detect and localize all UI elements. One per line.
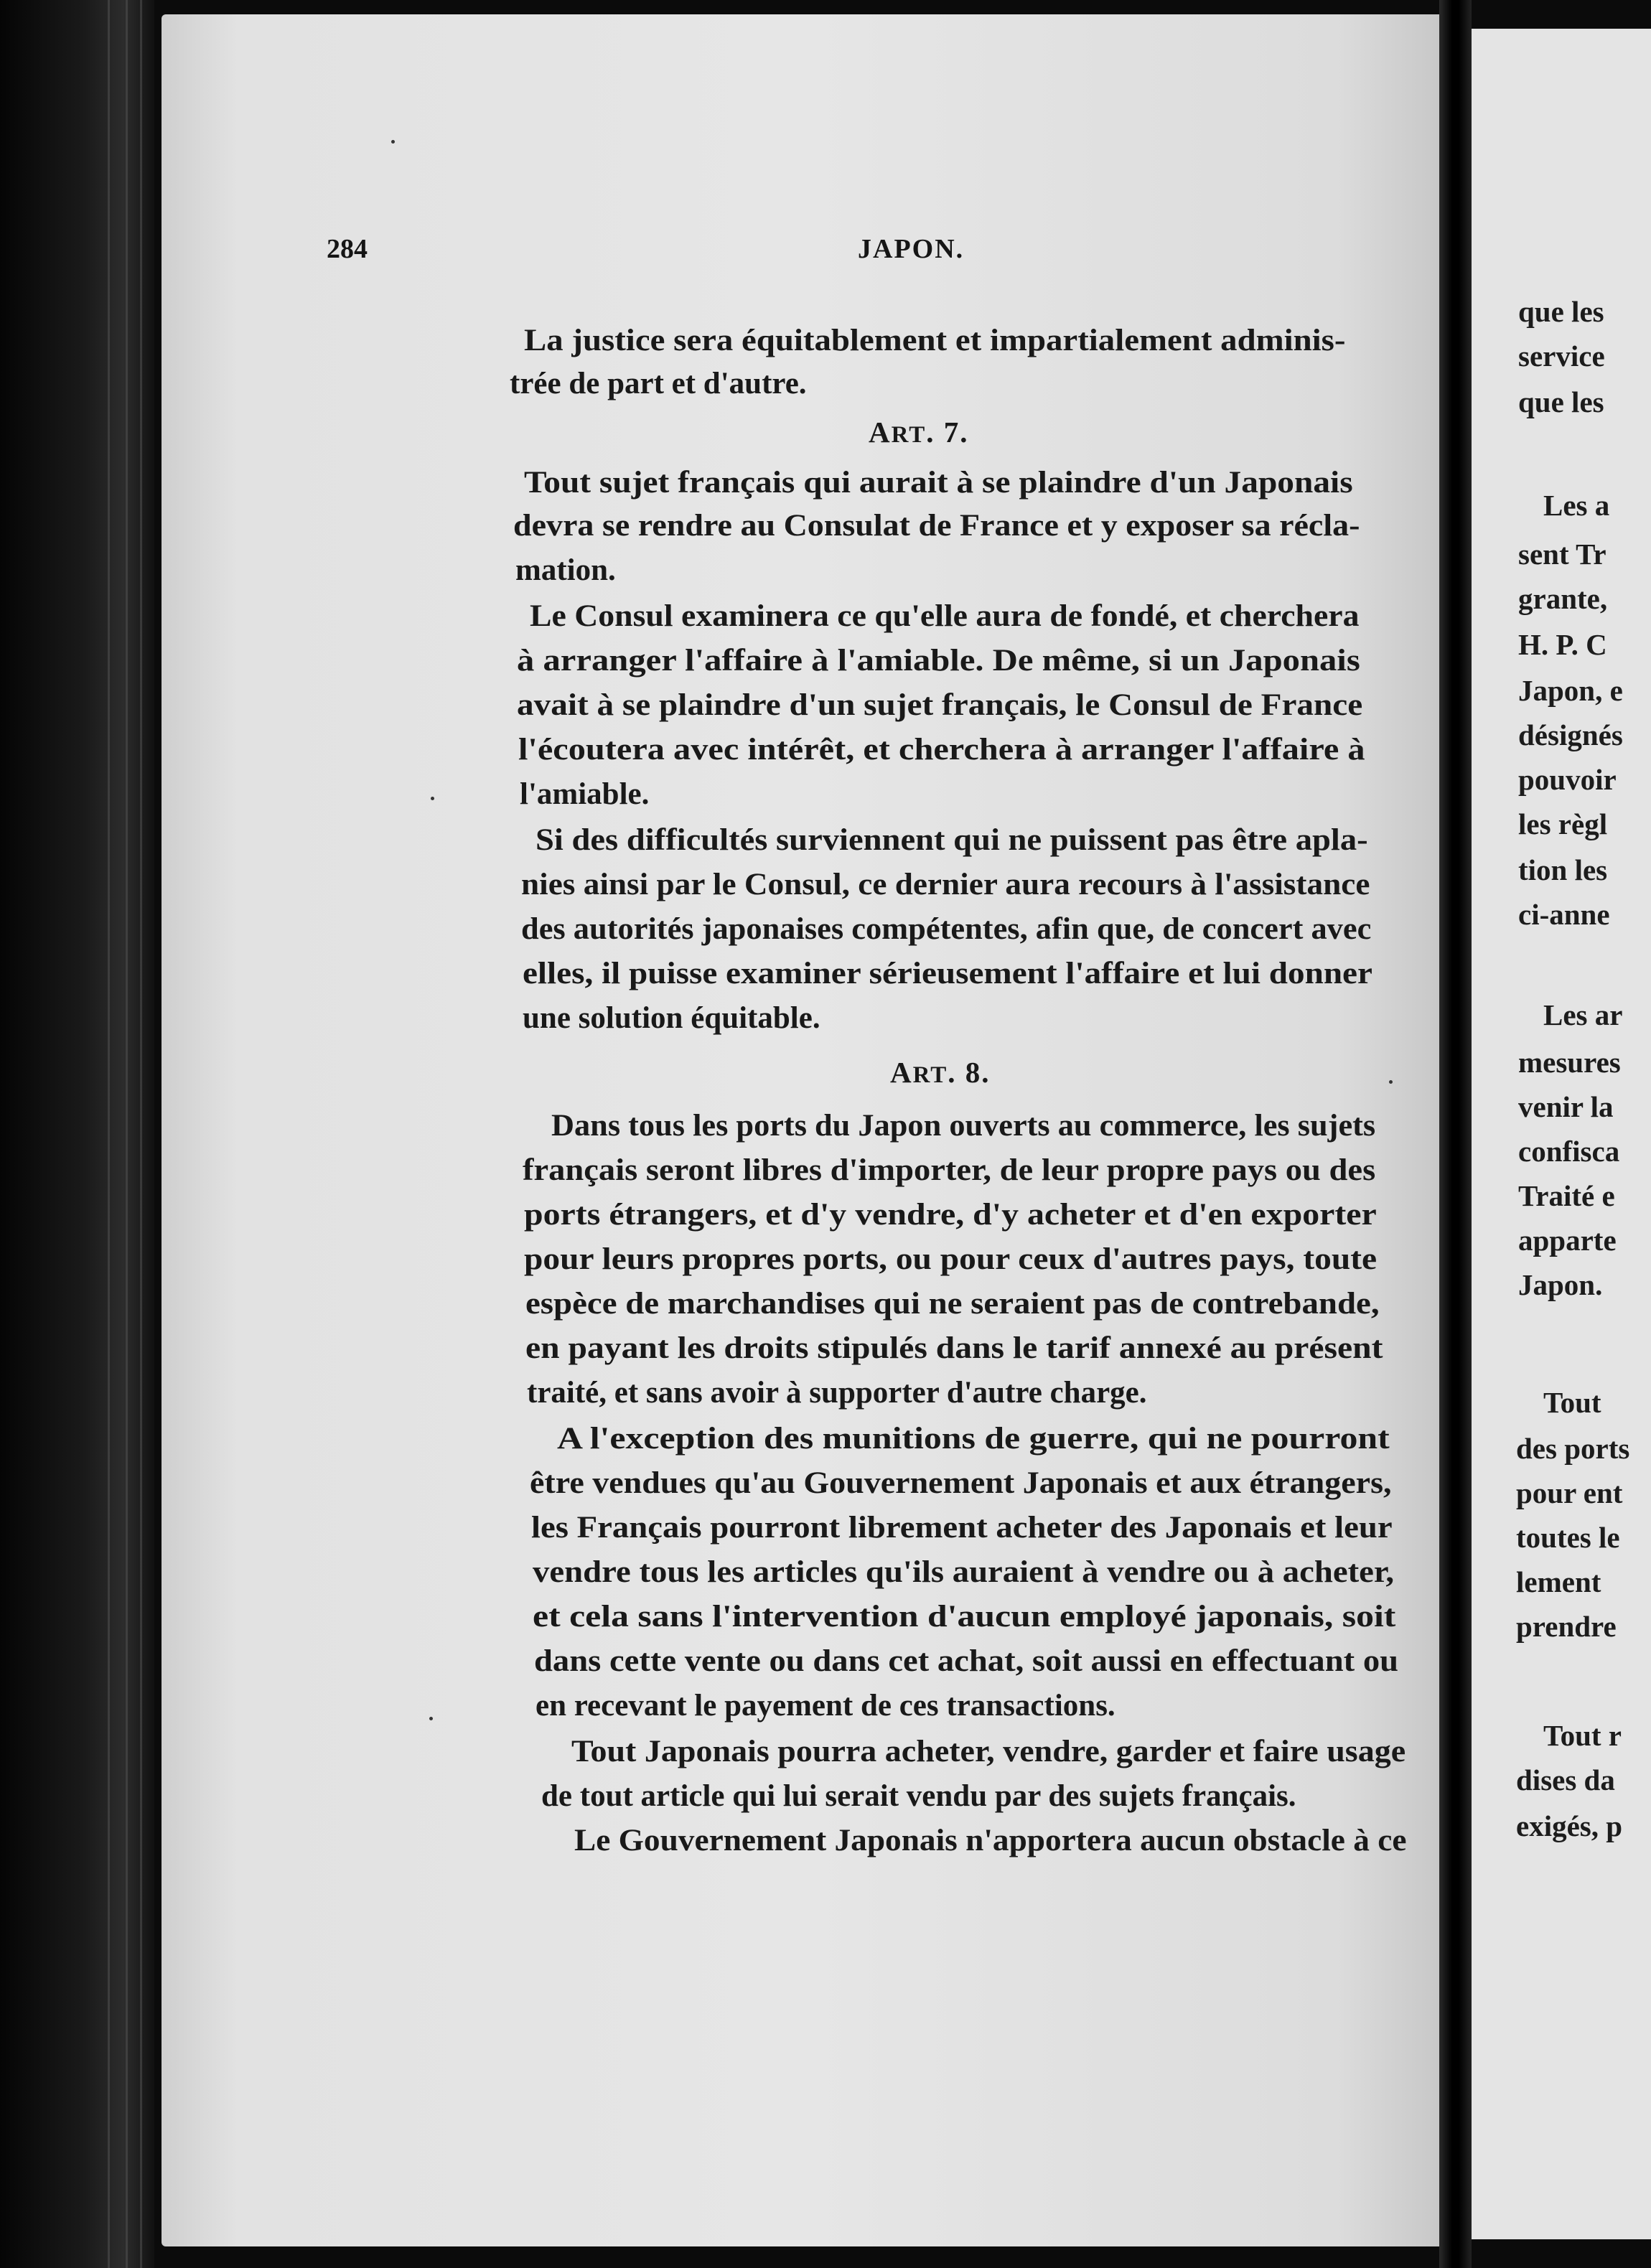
text-line: traité, et sans avoir à supporter d'autre charge. xyxy=(527,1376,1147,1410)
right-text-line: les règl xyxy=(1518,807,1608,840)
text-line: une solution équitable. xyxy=(523,1001,820,1035)
right-text-line: ci-anne xyxy=(1518,898,1610,931)
right-text-line: que les xyxy=(1518,295,1604,328)
page-speck xyxy=(431,797,434,800)
right-text-line: dises da xyxy=(1516,1763,1615,1796)
text-line: mation. xyxy=(515,553,616,587)
running-head: JAPON. xyxy=(858,234,965,264)
page-speck xyxy=(391,140,395,144)
right-text-line: Traité e xyxy=(1518,1179,1615,1212)
text-line: les Français pourront librement acheter des Japonais et leur xyxy=(531,1511,1393,1545)
article-heading: ART. 8. xyxy=(890,1056,991,1089)
text-line: ports étrangers, et d'y vendre, d'y acheter et d'en exporter xyxy=(524,1198,1377,1232)
right-text-line: Les ar xyxy=(1543,998,1623,1031)
text-line: à arranger l'affaire à l'amiable. De même, si un Japonais xyxy=(517,644,1360,678)
right-text-line: pouvoir xyxy=(1518,763,1617,796)
text-line: trée de part et d'autre. xyxy=(510,367,807,400)
text-line: espèce de marchandises qui ne seraient pas de contrebande, xyxy=(525,1287,1380,1321)
right-text-line: service xyxy=(1518,339,1605,372)
text-line: en payant les droits stipulés dans le tarif annexé au présent xyxy=(525,1331,1383,1365)
page-speck xyxy=(1389,1080,1393,1084)
right-text-line: désignés xyxy=(1518,718,1623,751)
right-text-line: Japon. xyxy=(1518,1268,1603,1301)
text-line: avait à se plaindre d'un sujet français, le Consul de France xyxy=(517,688,1363,722)
right-text-line: Tout xyxy=(1543,1386,1601,1419)
right-text-line: Tout r xyxy=(1543,1719,1622,1752)
text-line: français seront libres d'importer, de leur propre pays ou des xyxy=(523,1153,1376,1187)
right-text-line: mesures xyxy=(1518,1046,1621,1079)
right-text-line: grante, xyxy=(1518,582,1608,615)
right-text-line: tion les xyxy=(1518,853,1608,886)
right-text-line: prendre xyxy=(1516,1610,1617,1643)
right-text-line: exigés, p xyxy=(1516,1809,1623,1842)
text-line: vendre tous les articles qu'ils auraient à vendre ou à acheter, xyxy=(533,1555,1395,1589)
text-line: et cela sans l'intervention d'aucun employé japonais, soit xyxy=(533,1600,1396,1634)
text-line: Tout Japonais pourra acheter, vendre, garder et faire usage xyxy=(571,1735,1406,1768)
text-line: Si des difficultés surviennent qui ne puissent pas être apla- xyxy=(535,823,1368,857)
text-line: Tout sujet français qui aurait à se plaindre d'un Japonais xyxy=(524,466,1353,500)
text-line: dans cette vente ou dans cet achat, soit aussi en effectuant ou xyxy=(534,1644,1399,1678)
right-text-line: que les xyxy=(1518,385,1604,418)
page-number: 284 xyxy=(327,234,368,264)
right-text-line: des ports xyxy=(1516,1432,1630,1465)
article-heading: ART. 7. xyxy=(869,416,969,449)
text-line: Dans tous les ports du Japon ouverts au commerce, les sujets xyxy=(551,1109,1376,1143)
text-line: Le Consul examinera ce qu'elle aura de fondé, et cherchera xyxy=(530,599,1360,633)
page-speck xyxy=(429,1717,433,1720)
right-text-line: lement xyxy=(1516,1565,1601,1598)
right-text-line: Japon, e xyxy=(1518,674,1623,707)
text-line: elles, il puisse examiner sérieusement l'affaire et lui donner xyxy=(523,957,1372,990)
text-line: des autorités japonaises compétentes, afin que, de concert avec xyxy=(521,912,1372,946)
text-line: l'écoutera avec intérêt, et cherchera à arranger l'affaire à xyxy=(518,733,1365,767)
text-line: devra se rendre au Consulat de France et y exposer sa récla- xyxy=(513,509,1360,543)
right-text-line: apparte xyxy=(1518,1224,1617,1257)
text-line: pour leurs propres ports, ou pour ceux d'autres pays, toute xyxy=(524,1242,1378,1276)
text-line: Le Gouvernement Japonais n'apportera aucun obstacle à ce xyxy=(574,1824,1407,1857)
text-line: l'amiable. xyxy=(520,777,650,811)
text-line: de tout article qui lui serait vendu par des sujets français. xyxy=(541,1779,1296,1813)
right-text-line: confisca xyxy=(1518,1135,1620,1168)
text-line: A l'exception des munitions de guerre, qui ne pourront xyxy=(557,1422,1390,1456)
text-line: être vendues qu'au Gouvernement Japonais et aux étrangers, xyxy=(530,1466,1392,1500)
text-line: nies ainsi par le Consul, ce dernier aura recours à l'assistance xyxy=(521,868,1370,901)
right-text-line: Les a xyxy=(1543,489,1610,522)
right-text-line: venir la xyxy=(1518,1090,1614,1123)
text-line: en recevant le payement de ces transactions. xyxy=(535,1689,1116,1723)
right-text-line: pour ent xyxy=(1516,1476,1623,1509)
right-text-line: toutes le xyxy=(1516,1521,1620,1554)
right-text-line: sent Tr xyxy=(1518,538,1606,571)
text-line: La justice sera équitablement et impartialement adminis- xyxy=(524,324,1346,357)
right-text-line: H. P. C xyxy=(1518,628,1607,661)
